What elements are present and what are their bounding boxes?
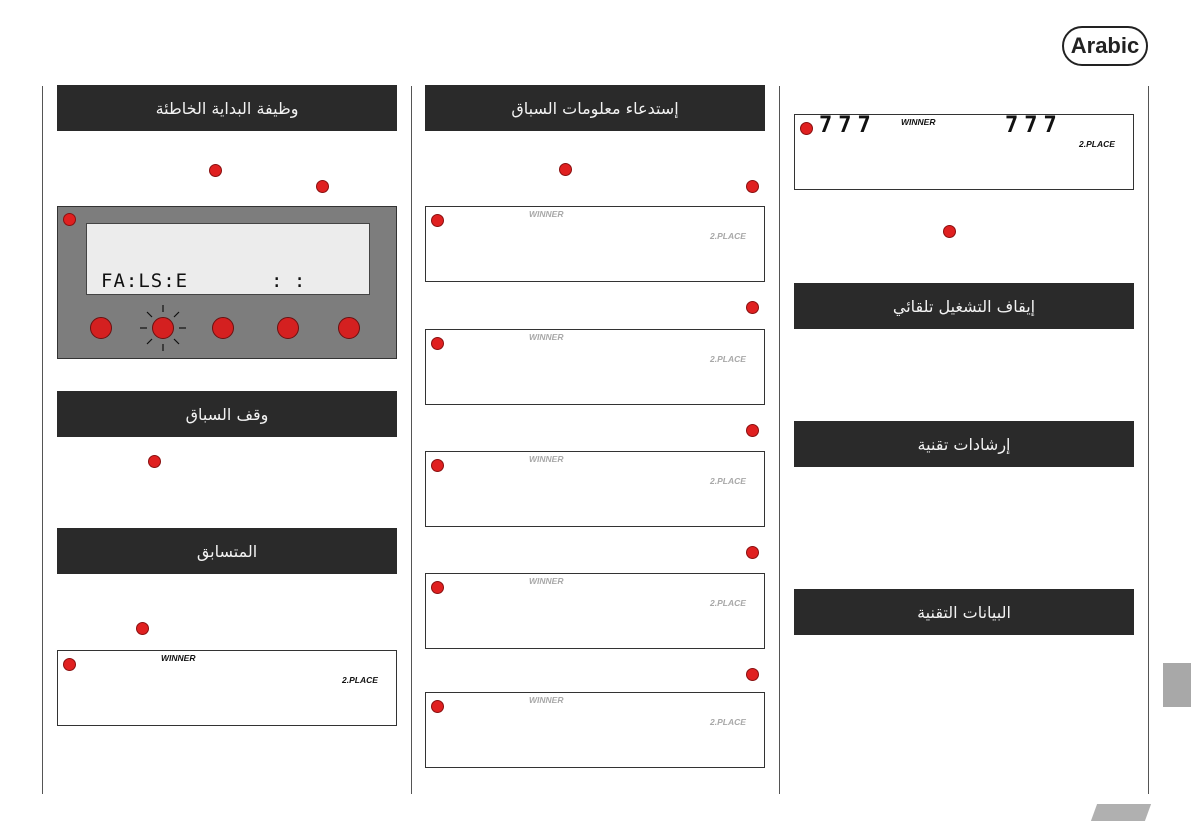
- side-tab: [1163, 663, 1191, 707]
- indicator-dot: [746, 424, 759, 437]
- result-panel: [57, 650, 397, 726]
- winner-label: WINNER: [529, 454, 564, 464]
- indicator-dot: [746, 668, 759, 681]
- indicator-dot: [746, 301, 759, 314]
- device-illustration: [57, 206, 397, 359]
- device-button-1: [90, 317, 112, 339]
- column-divider: [42, 86, 43, 794]
- indicator-dot: [148, 455, 161, 468]
- page-number-tab: [1091, 804, 1151, 821]
- winner-label: WINNER: [901, 117, 936, 127]
- column-divider: [779, 86, 780, 794]
- section-title: إيقاف التشغيل تلقائي: [892, 296, 1036, 316]
- second-place-label: 2.PLACE: [710, 598, 746, 608]
- indicator-dot: [63, 658, 76, 671]
- device-button-4: [277, 317, 299, 339]
- info-panel-5: [425, 692, 765, 768]
- lcd-display: [86, 223, 370, 295]
- indicator-dot: [63, 213, 76, 226]
- digits-panel: [794, 114, 1134, 190]
- section-header-tech-data: [794, 589, 1134, 635]
- section-title: إستدعاء معلومات السباق: [511, 98, 679, 118]
- language-badge: Arabic: [1062, 26, 1148, 66]
- section-header-race-stop: [57, 391, 397, 437]
- info-panel-3: [425, 451, 765, 527]
- lcd-text: FA:LS:E: [101, 270, 189, 292]
- second-place-label: 2.PLACE: [710, 354, 746, 364]
- indicator-dot: [746, 546, 759, 559]
- section-title: وظيفة البداية الخاطئة: [155, 98, 299, 118]
- indicator-dot: [431, 459, 444, 472]
- section-title: المتسابق: [196, 541, 258, 561]
- winner-label: WINNER: [529, 332, 564, 342]
- indicator-dot: [943, 225, 956, 238]
- digits-right: 777: [1005, 113, 1063, 138]
- info-panel-4: [425, 573, 765, 649]
- indicator-dot: [800, 122, 813, 135]
- winner-label: WINNER: [529, 576, 564, 586]
- section-header-flying-start: [57, 85, 397, 131]
- indicator-dot: [431, 337, 444, 350]
- section-title: إرشادات تقنية: [917, 434, 1011, 454]
- indicator-dot: [431, 581, 444, 594]
- winner-label: WINNER: [529, 695, 564, 705]
- column-divider: [1148, 86, 1149, 794]
- indicator-dot: [431, 700, 444, 713]
- device-button-5: [338, 317, 360, 339]
- indicator-dot: [431, 214, 444, 227]
- second-place-label: 2.PLACE: [710, 231, 746, 241]
- indicator-dot: [559, 163, 572, 176]
- second-place-label: 2.PLACE: [342, 675, 378, 685]
- indicator-dot: [746, 180, 759, 193]
- section-header-competitor: [57, 528, 397, 574]
- blink-rays-icon: [138, 303, 188, 353]
- section-header-race-info: [425, 85, 765, 131]
- indicator-dot: [209, 164, 222, 177]
- section-header-tech-notes: [794, 421, 1134, 467]
- indicator-dot: [316, 180, 329, 193]
- section-header-auto-off: [794, 283, 1134, 329]
- column-divider: [411, 86, 412, 794]
- indicator-dot: [136, 622, 149, 635]
- lcd-time: : :: [271, 270, 306, 292]
- device-button-3: [212, 317, 234, 339]
- section-title: البيانات التقنية: [917, 602, 1011, 622]
- winner-label: WINNER: [161, 653, 196, 663]
- info-panel-2: [425, 329, 765, 405]
- second-place-label: 2.PLACE: [710, 717, 746, 727]
- second-place-label: 2.PLACE: [710, 476, 746, 486]
- section-title: وقف السباق: [185, 404, 269, 424]
- second-place-label: 2.PLACE: [1079, 139, 1115, 149]
- info-panel-1: [425, 206, 765, 282]
- winner-label: WINNER: [529, 209, 564, 219]
- digits-left: 777: [819, 113, 877, 138]
